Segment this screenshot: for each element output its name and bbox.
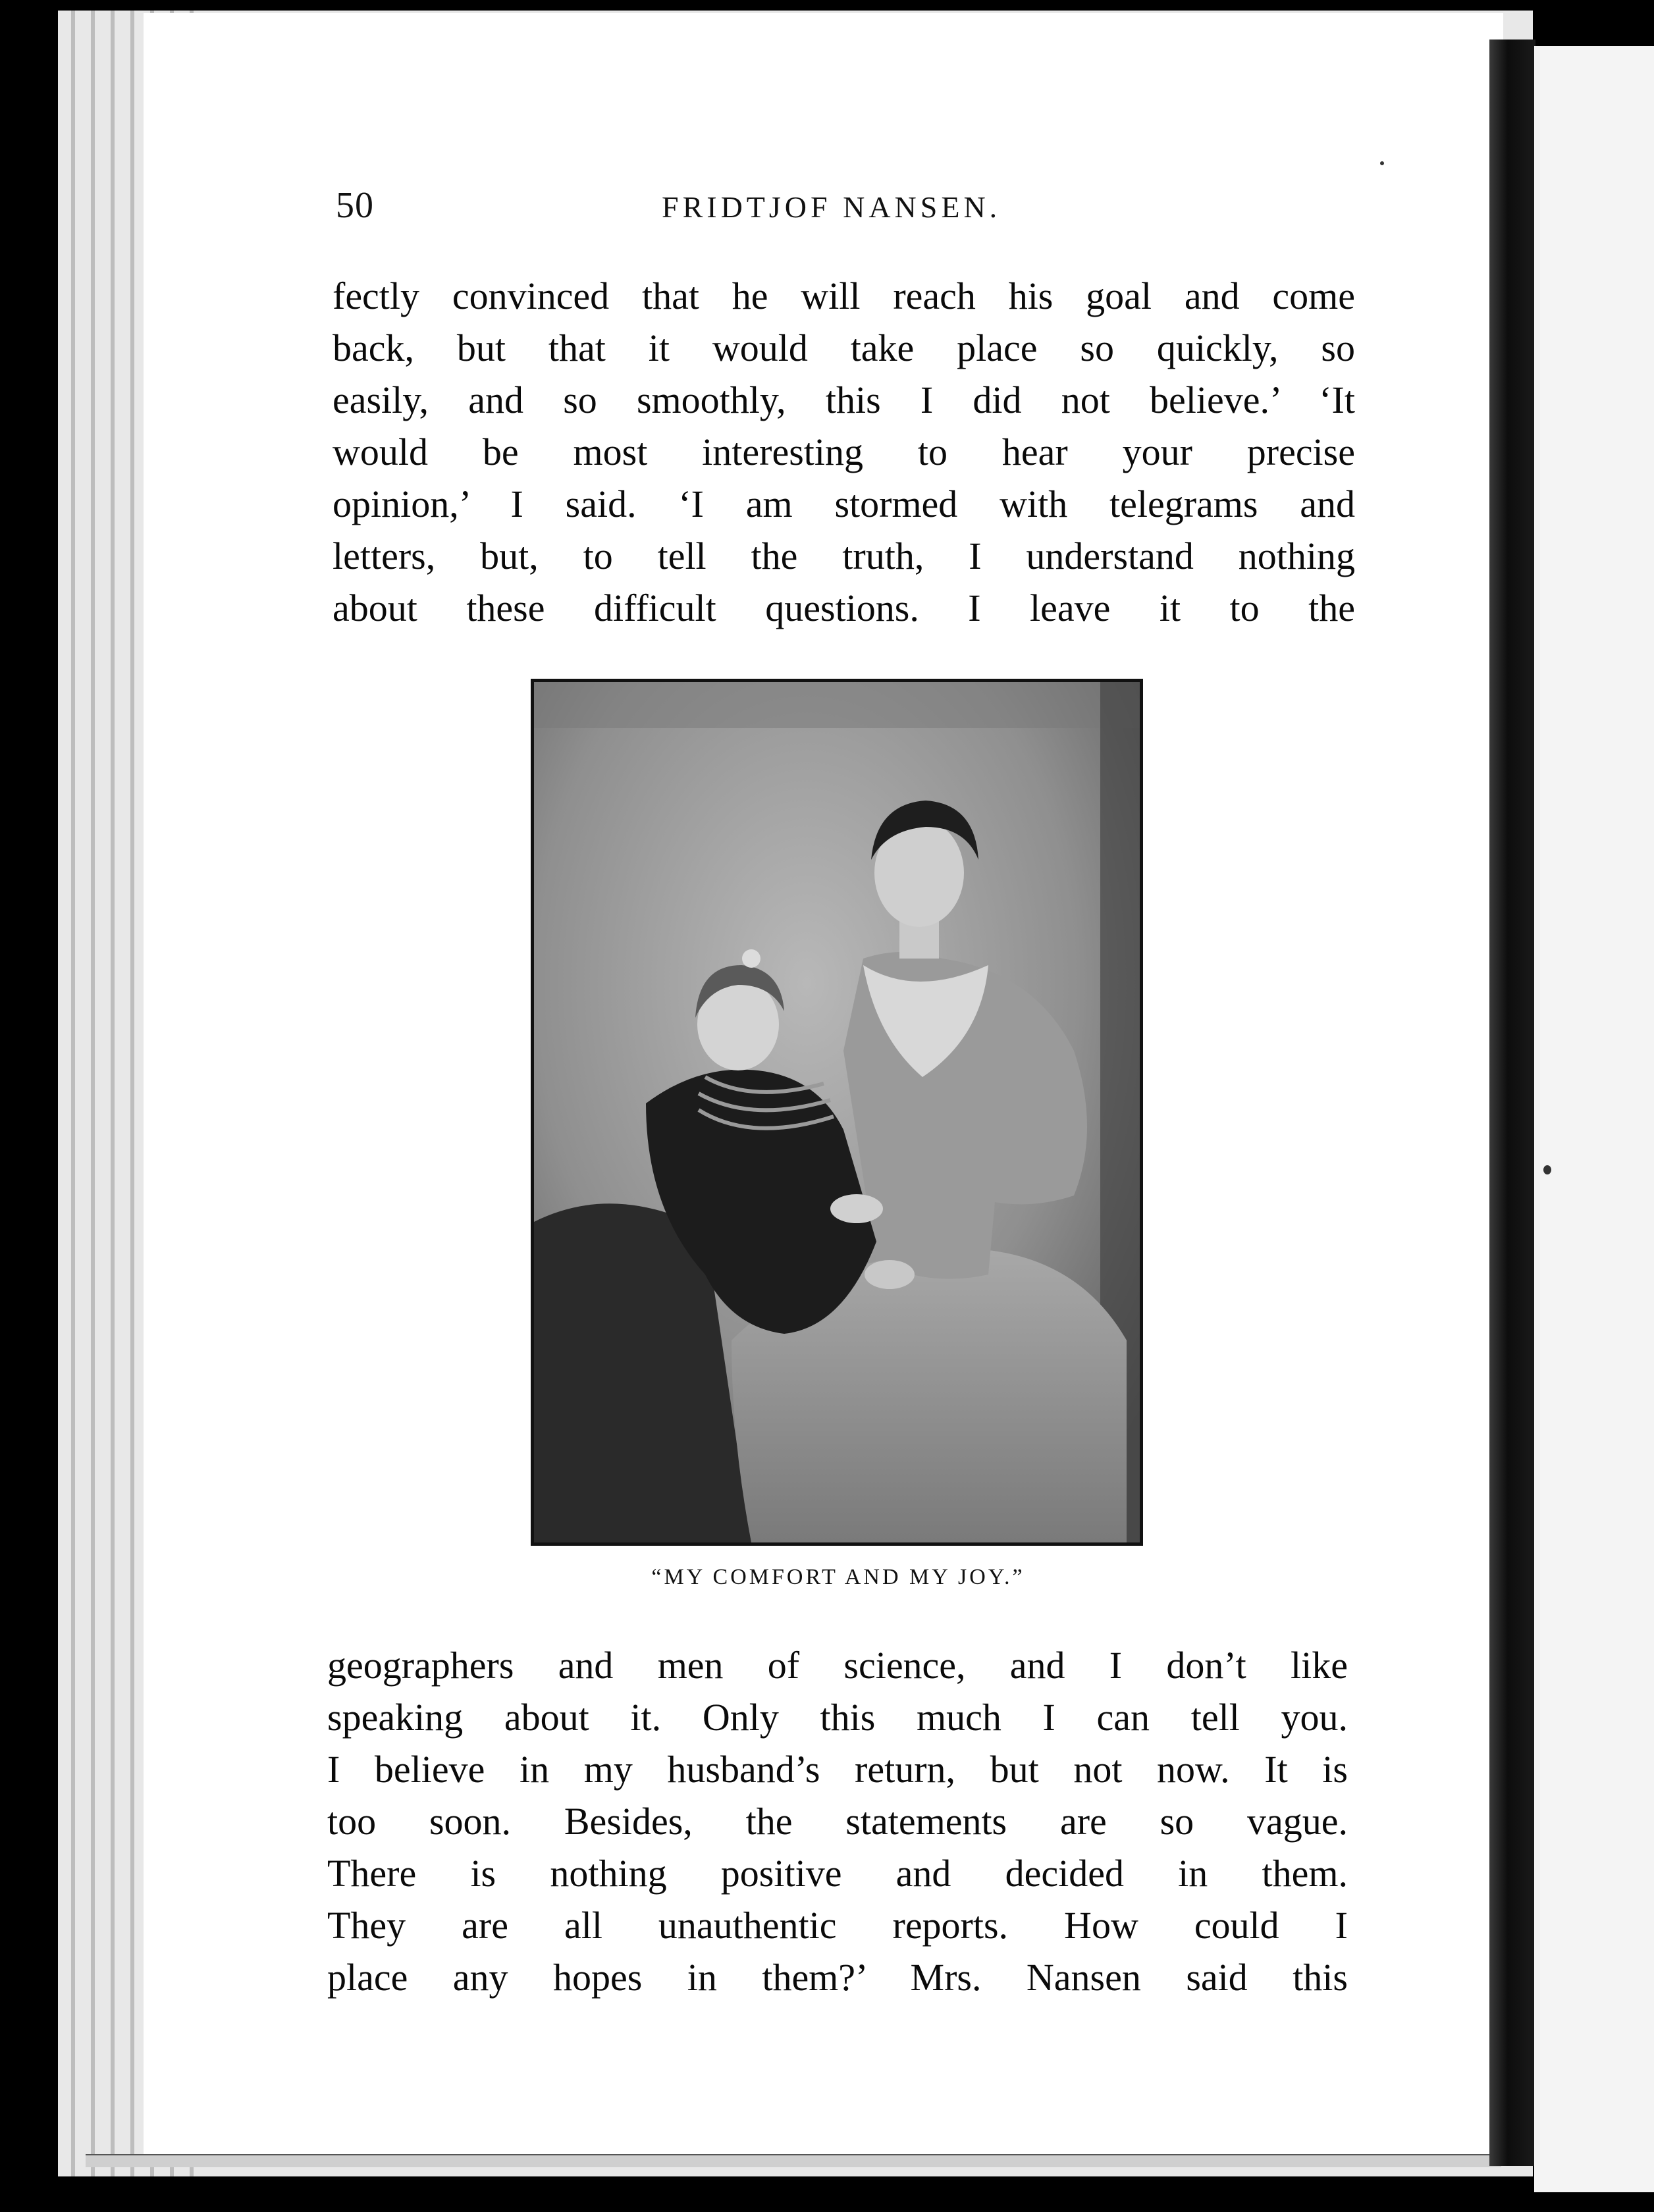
body-text-bottom [327, 1639, 1348, 2003]
text-line: place any hopes in them?’ Mrs. Nansen said this [327, 1956, 1348, 1999]
plate-caption [0, 1565, 1654, 1590]
running-title: FRIDTJOF NANSEN. [662, 190, 1001, 224]
text-line: I believe in my husband’s return, but not now. It is [327, 1748, 1348, 1791]
caption-text: “MY COMFORT AND MY JOY.” [651, 1565, 1025, 1589]
text-line: geographers and men of science, and I don’t like [327, 1644, 1348, 1687]
page-edge-line [91, 11, 95, 2176]
scan-speck [1380, 161, 1384, 165]
scan-margin-left [0, 0, 58, 2212]
running-head [0, 184, 1654, 237]
page-edge-line [130, 11, 134, 2176]
text-line: opinion,’ I said. ‘I am stormed with telegrams and [333, 483, 1355, 525]
text-line: too soon. Besides, the statements are so vague. [327, 1800, 1348, 1843]
scan-speck [1543, 1165, 1551, 1174]
photograph-plate [531, 679, 1143, 1546]
photograph-mother-and-child [534, 682, 1140, 1542]
text-line: about these difficult questions. I leave it to the [333, 587, 1355, 629]
text-line: easily, and so smoothly, this I did not believe.’ ‘It [333, 379, 1355, 421]
text-line: would be most interesting to hear your precise [333, 431, 1355, 473]
book-spine-shadow [1489, 40, 1535, 2166]
page-bottom-edge [86, 2154, 1501, 2167]
page-edge-line [111, 11, 115, 2176]
text-line: letters, but, to tell the truth, I understand nothing [333, 535, 1355, 577]
text-line: back, but that it would take place so quickly, so [333, 327, 1355, 369]
page-edge-line [71, 11, 75, 2176]
body-text-top [333, 270, 1355, 634]
text-line: speaking about it. Only this much I can tell you. [327, 1696, 1348, 1739]
text-line: fectly convinced that he will reach his goal and come [333, 275, 1355, 317]
page-number: 50 [336, 185, 374, 226]
facing-page-edge [1534, 46, 1654, 2192]
text-line: There is nothing positive and decided in them. [327, 1852, 1348, 1895]
text-line: They are all unauthentic reports. How could I [327, 1904, 1348, 1947]
